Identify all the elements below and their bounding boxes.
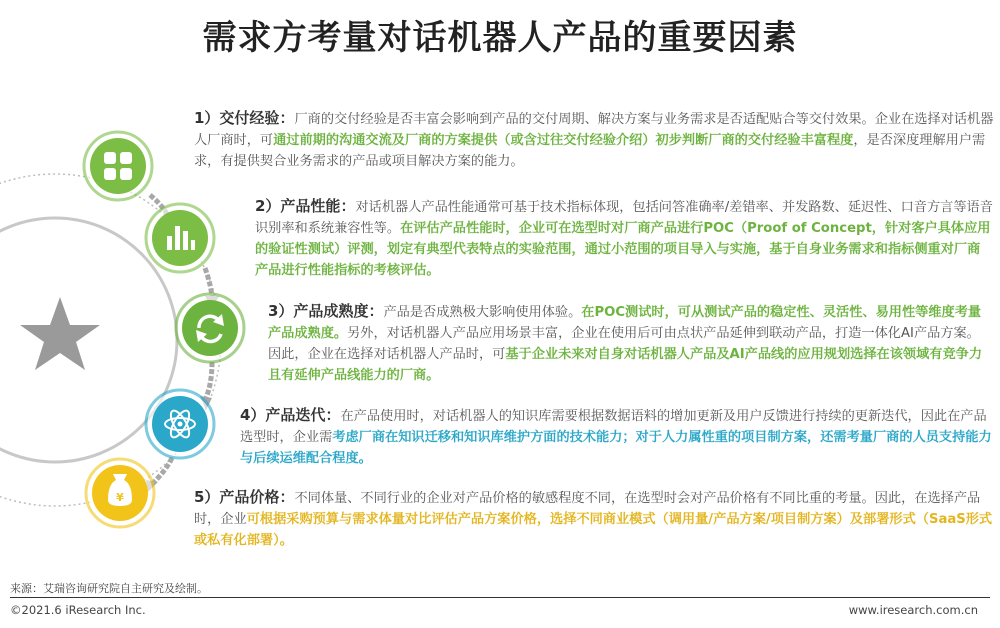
refresh-icon (176, 294, 244, 362)
apps-icon (84, 132, 152, 200)
footer-divider (10, 597, 990, 598)
copyright: ©2021.6 iResearch Inc. (10, 603, 146, 617)
source-note: 来源：艾瑞咨询研究院自主研究及绘制。 (10, 582, 208, 595)
factor-1: 1）交付经验：厂商的交付经验是否丰富会影响到产品的交付周期、解决方案与业务需求是否适配贴合等交付效果。企业在选择对话机器人厂商时，可通过前期的沟通交流及厂商的方案提供（或含过往交付经验介绍）初步判断厂商的交付经验丰富程度，是否深度理解用户需求，有提供契合业务需求的产品或项目解决方案的能力。 (194, 109, 994, 169)
factor-4: 4）产品迭代：在产品使用时，对话机器人的知识库需要根据数据语料的增加更新及用户反馈进行持续的更新迭代，因此在产品选型时，企业需考虑厂商在知识迁移和知识库维护方面的技术能力；对于人力属性重的项目制方案，还需考量厂商的人员支持能力与后续运维配合程度。 (240, 406, 992, 466)
svg-text:¥: ¥ (116, 491, 124, 504)
factor-3: 3）产品成熟度：产品是否成熟极大影响使用体验。在POC测试时，可从测试产品的稳定性、灵活性、易用性等维度考量产品成熟度。另外，对话机器人产品应用场景丰富，企业在使用后可由点状产品延伸到联动产品，打造一体化AI产品方案。因此，企业在选择对话机器人产品时，可基于企业未来对自身对话机器人产品及AI产品线的应用规划选择在该领域有竞争力且有延伸产品线能力的厂商。 (268, 302, 983, 383)
page-title: 需求方考量对话机器人产品的重要因素 (202, 18, 798, 58)
website-link[interactable]: www.iresearch.com.cn (848, 603, 978, 617)
star-icon (20, 297, 100, 370)
factor-5: 5）产品价格：不同体量、不同行业的企业对产品价格的敏感程度不同，在选型时会对产品价格有不同比重的考量。因此，在选择产品时，企业可根据采购预算与需求体量对比评估产品方案价格，选择不同商业模式（调用量/产品方案/项目制方案）及部署形式（SaaS形式或私有化部署）。 (194, 488, 993, 548)
money-bag-icon (86, 459, 154, 527)
atom-icon (146, 390, 214, 458)
bar-chart-icon (146, 204, 214, 272)
factor-2: 2）产品性能：对话机器人产品性能通常可基于技术指标体现，包括问答准确率/差错率、并发路数、延迟性、口音方言等语音识别率和系统兼容性等。在评估产品性能时，企业可在选型时对厂商产品进行POC（Proof of Concept，针对客户具体应用的验证性测试）评测，划定有典型代表特点的实验范围，通过小范围的项目导入与实施，基于自身业务需求和指标侧重对厂商产品进行性能指标的考核评估。 (255, 197, 993, 278)
